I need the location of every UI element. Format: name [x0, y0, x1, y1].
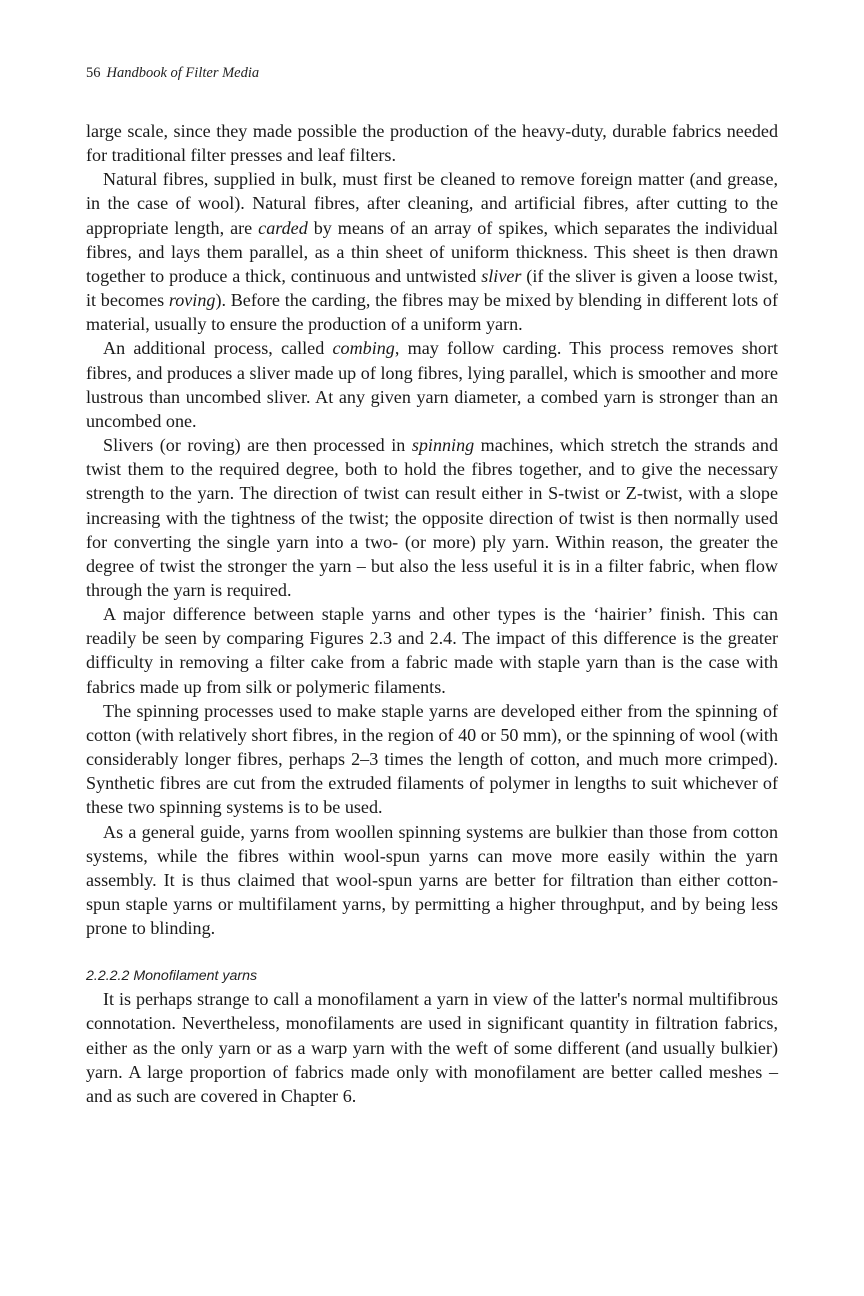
paragraph [86, 602, 778, 699]
text-run: As a general guide, yarns from woollen spinning systems are bulkier than those from cotton systems, while the fibres within wool-spun yarns can move more easily within the yarn assembly. It is thus claimed that wool-spun yarns are better for filtration than either cotton-spun staple yarns or multifilament yarns, by permitting a higher throughput, and by being less prone to blinding. [86, 821, 778, 939]
text-run: (if the sliver is given a loose twist, it becomes [86, 265, 778, 311]
text-run: The spinning processes used to make staple yarns are developed either from the spinning of cotton (with relatively short fibres, in the region of 40 or 50 mm), or the spinning of wool (with considerably longer fibres, perhaps 2–3 times the length of cotton, and much more crimped). Synthetic fibres are cut from the extruded filaments of polymer in lengths to suit whichever of these two spinning systems is to be used. [86, 700, 778, 818]
paragraph [86, 336, 778, 433]
body-text [86, 119, 778, 1108]
text-run: An additional process, called [103, 338, 333, 359]
text-run: ). Before the carding, the fibres may be mixed by blending in different lots of material, usually to ensure the production of a uniform yarn. [86, 290, 778, 335]
italic-term: combing [332, 338, 395, 359]
page-number: 56 [86, 65, 101, 81]
text-run: large scale, since they made possible the production of the heavy-duty, durable fabrics needed for traditional filter presses and leaf filters. [86, 121, 778, 166]
section-subheading: 2.2.2.2 Monofilament yarns [86, 968, 258, 985]
paragraph [86, 119, 778, 167]
paragraph [86, 987, 778, 1108]
paragraph [86, 167, 778, 336]
text-run: A major difference between staple yarns and other types is the ‘hairier’ finish. This can readily be seen by comparing Figures 2.3 and 2.4. The impact of this difference is the greater difficulty in removing a filter cake from a fabric made with staple yarn than is the case with fabrics made up from silk or polymeric filaments. [86, 604, 778, 697]
paragraph [86, 820, 778, 941]
running-head [86, 65, 259, 82]
text-run: by means of an array of spikes, which separates the individual fibres, and lays them parallel, as a thin sheet of uniform thickness. This sheet is then drawn together to produce a thick, continuous and untwisted [86, 217, 779, 286]
text-run: Natural fibres, supplied in bulk, must first be cleaned to remove foreign matter (and grease, in the case of wool). Natural fibres, after cleaning, and artificial fibres, after cutting to the appropriate length, are [86, 169, 778, 238]
italic-term: sliver [481, 265, 522, 286]
italic-term: spinning [411, 435, 475, 456]
italic-term: carded [258, 217, 308, 238]
text-run: Slivers (or roving) are then processed in [103, 435, 412, 456]
text-run: machines, which stretch the strands and twist them to the required degree, both to hold the fibres together, and to give the necessary strength to the yarn. The direction of twist can result either in S-twist or Z-twist, with a slope increasing with the tightness of the twist; the opposite direction of twist is then normally used for converting the single yarn into a two- (or more) ply yarn. Within reason, the greater the degree of twist the stronger the yarn – but also the less useful it is in a filter fabric, when flow through the yarn is required. [86, 435, 778, 600]
paragraph [86, 433, 778, 602]
paragraph [86, 699, 778, 820]
book-title: Handbook of Filter Media [106, 65, 260, 81]
text-run: , may follow carding. This process removes short fibres, and produces a sliver made up of long fibres, lying parallel, which is smoother and more lustrous than uncombed sliver. At any given yarn diameter, a combed yarn is stronger than an uncombed one. [86, 338, 778, 431]
text-run: It is perhaps strange to call a monofilament a yarn in view of the latter's normal multifibrous connotation. Nevertheless, monofilaments are used in significant quantity in filtration fabrics, either as the only yarn or as a warp yarn with the weft of some different (and usually bulkier) yarn. A large proportion of fabrics made only with monofilament are better called meshes – and as such are covered in Chapter 6. [86, 989, 778, 1106]
italic-term: roving [168, 290, 216, 311]
